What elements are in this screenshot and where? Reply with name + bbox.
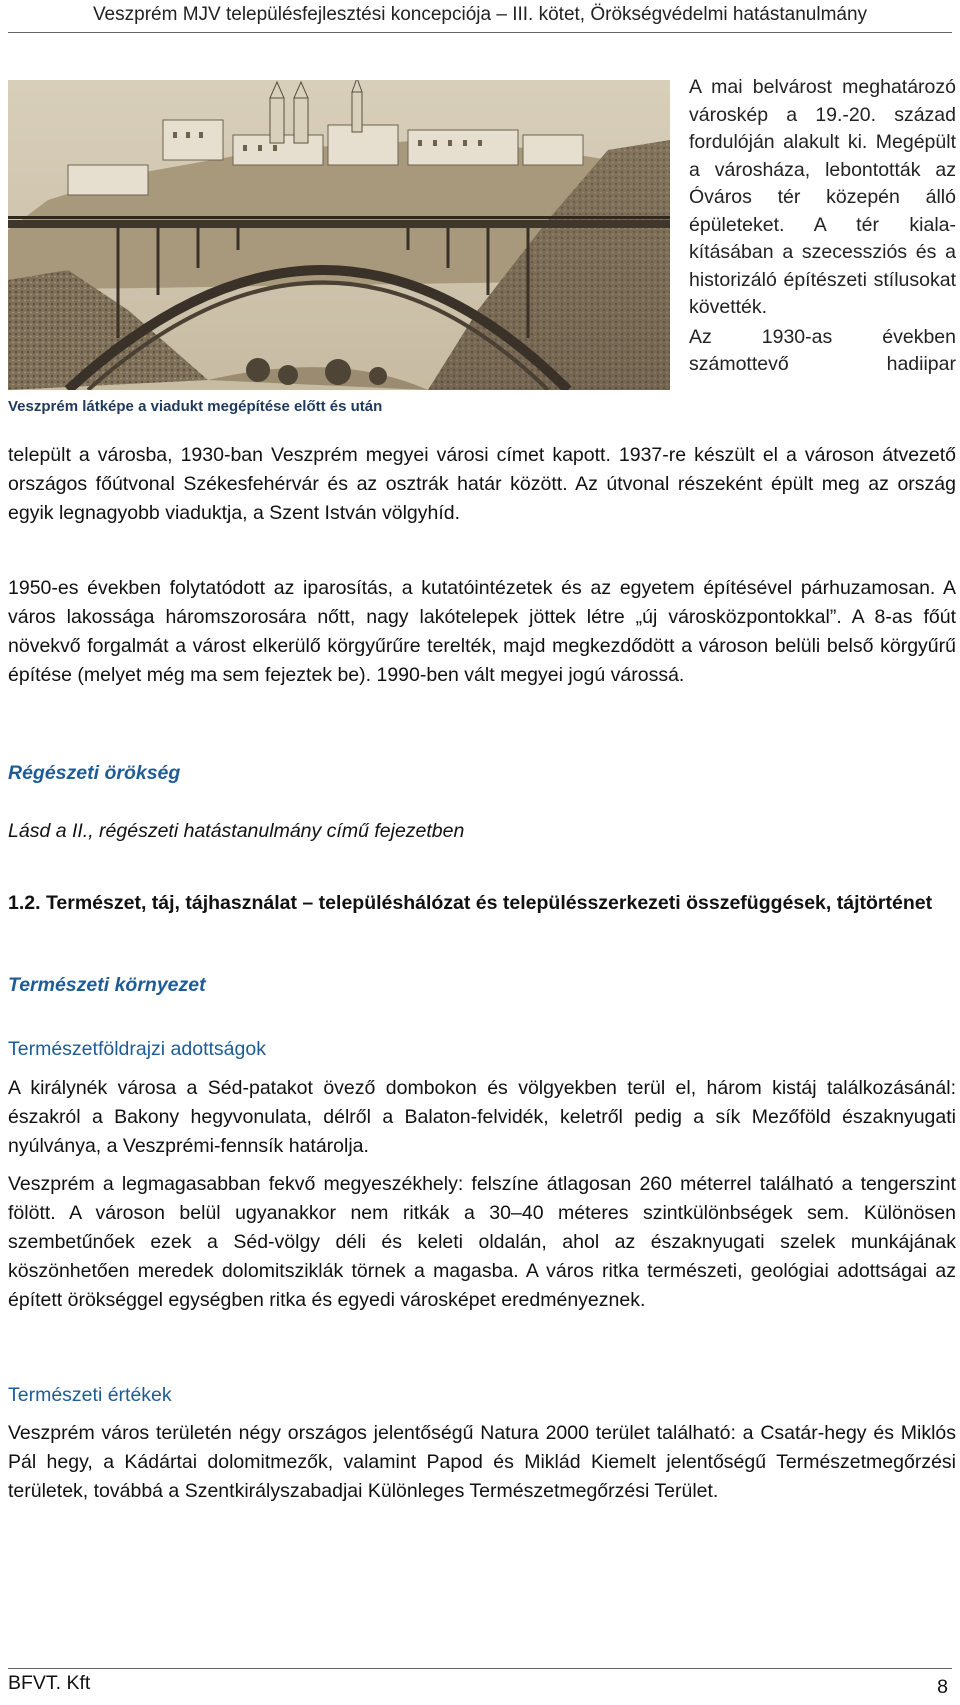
side-tail-line-2: számottevő hadiipar [689,353,956,375]
footer-divider [8,1668,952,1669]
side-tail-line-1: Az 1930-as években [689,325,956,348]
side-paragraph: A mai belvárost meghatározó városkép a 19.-20. század fordulóján alakult ki. Megépült a városháza, lebontották az Óváros tér közepén álló épületeket. A tér kiala-kításában a szecessziós és a historizáló építészeti stílusokat követték. [689,76,956,318]
heading-regeszeti-orokseg: Régészeti örökség [8,762,181,784]
viaduct-illustration [8,80,670,390]
paragraph-natura-2000: Veszprém város területén négy országos jelentőségű Natura 2000 terület található: a Csatár-hegy és Miklós Pál hegy, a Kádártai dolomitmezők, valamint Papod és Miklád Kiemelt jelentőségű Természetmegőrzési területek, továbbá a Szentkirályszabadjai Különleges Természetmegőrzési Terület. [8,1422,956,1502]
paragraph-1950s: 1950-es években folytatódott az iparosítás, a kutatóintézetek és az egyetem építésével párhuzamosan. A város lakossága háromszorosára nőtt, nagy lakótelepek jöttek létre „új városközpontokkal”. A 8-as főút növekvő forgalmát a várost elkerülő körgyűrűre terelték, majd megkezdődött a városon belüli belső körgyűrű építése (melyet még ma sem fejeztek be). 1990-ben vált megyei jogú várossá. [8,577,956,686]
paragraph-1930s: települt a városba, 1930-ban Veszprém megyei városi címet kapott. 1937-re készült el a városon átvezető országos főútvonal Székesfehérvár és az osztrák határ között. Az útvonal részeként épült meg az ország egyik legnagyobb viaduktja, a Szent István völgyhíd. [8,444,956,524]
section-title-1-2: 1.2. Természet, táj, tájhasználat – településhálózat és településszerkezeti összefüggések, tájtörténet [8,892,933,914]
viaduct-photo [8,80,670,390]
figure-caption: Veszprém látképe a viadukt megépítése előtt és után [8,398,383,415]
page-number: 8 [937,1676,948,1698]
header-divider [8,32,952,33]
paragraph-domborzat: Veszprém a legmagasabban fekvő megyeszékhely: felszíne átlagosan 260 méterrel található a tengerszint fölött. A városon belül ugyanakkor nem ritkák a 30–40 méteres szintkülönbségek sem. Különösen szembetűnőek ezek a Séd-völgy déli és keleti oldalán, ahol az északnyugati szelek munkájának köszönhetően meredek dolomitsziklák törnek a magasba. A város ritka természeti, geológiai adottságai az épített örökséggel egységben ritka és egyedi városképet eredményeznek. [8,1173,956,1311]
side-text-column [689,74,956,379]
heading-termeszeti-kornyezet: Természeti környezet [8,974,206,996]
paragraph-kistajak: A királynék városa a Séd-patakot övező dombokon és völgyekben terül el, három kistáj találkozásánál: északról a Bakony hegyvonulata, délről a Balaton-felvidék, keletről pedig a sík Mezőföld északnyugati nyúlványa, a Veszprémi-fennsík határolja. [8,1077,956,1157]
running-header: Veszprém MJV településfejlesztési koncepciója – III. kötet, Örökségvédelmi hatástanulmány [92,4,868,25]
footer-organization: BFVT. Kft [8,1672,91,1694]
subhead-termeszeti-ertekek: Természeti értékek [8,1384,172,1406]
subhead-termeszetfoldrajzi: Természetföldrajzi adottságok [8,1038,266,1060]
reference-note: Lásd a II., régészeti hatástanulmány című fejezetben [8,820,465,842]
